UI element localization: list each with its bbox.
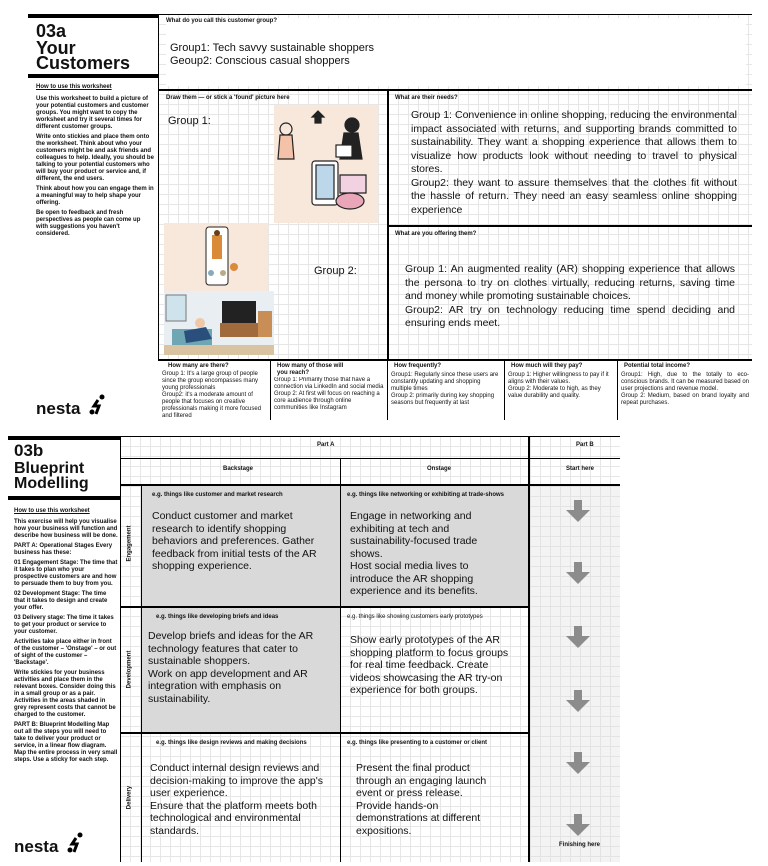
frequency-text: Group1: Regularly since these users are constantly updating and shopping multiple times Group 2: primarily during key shopping seasons but frequently at last <box>391 372 499 406</box>
sheet-03a <box>28 14 752 420</box>
dev-on-hint: e.g. things like showing customers early prototypes <box>347 614 483 620</box>
down-arrow-icon <box>566 752 590 779</box>
del-back-text: Conduct internal design reviews and decision-making to improve the app's user experience. Ensure that the platform meets both technological and environmental standards. <box>150 762 324 837</box>
sheet-b-howto-p4: 02 Development Stage: The time that it takes to design and create your offer. <box>14 591 108 611</box>
sheet-a-brand <box>36 394 108 420</box>
sheet-a-howto-p2: Write onto stickies and place them onto the worksheet. Think about who your customers might be and ask friends and colleagues to help. Ideally, you should be talking to your potential customers who will buy your product or service and, if different, the end users. <box>36 134 154 182</box>
row-delivery: Delivery <box>126 785 133 810</box>
sheet-b-left-panel <box>8 436 120 862</box>
sheet-b-code: 03b <box>14 441 44 460</box>
sheet-a-title-1: Your <box>36 38 76 58</box>
group-name-1: Group1: Tech savvy sustainable shoppers <box>170 42 375 54</box>
sheet-b-title-1: Blueprint <box>14 460 85 477</box>
finishing-here: Finishing here <box>559 842 601 848</box>
col-backstage: Backstage <box>223 466 254 472</box>
del-back-hint: e.g. things like design reviews and making decisions <box>156 740 307 746</box>
sheet-a-howto-p1: Use this worksheet to build a picture of your potential customers and customer groups. You might want to copy the worksheet and try it several times for different customer groups. <box>36 96 149 130</box>
sheet-a-howto-p3: Think about how you can engage them in a meaningful way to help shape your offering. <box>36 186 154 206</box>
group2-label: Group 2: <box>314 265 357 277</box>
sheet-a-main <box>158 14 752 420</box>
col-onstage: Onstage <box>427 466 452 472</box>
sheet-b-howto-p7: Write stickies for your business activities and place them in the relevant boxes. Consider doing this in a small group or as a pair. Activities in the areas shaded in grey represent costs that cannot be charged to the customer. <box>14 670 116 718</box>
group-name-2: Geoup2: Conscious casual shoppers <box>170 55 350 67</box>
pay-text: Group 1: Higher willingness to pay if it aligns with their values. Group 2: Moderate to high, as they value durability and quality. <box>508 372 609 399</box>
sheet-03b <box>8 436 620 862</box>
q-income: Potential total income? <box>624 363 691 369</box>
sheet-b-title-2: Modelling <box>14 475 89 492</box>
sheet-a-left-panel <box>28 14 158 420</box>
eng-on-hint: e.g. things like networking or exhibiting at trade-shows <box>347 492 505 498</box>
eng-back-text: Conduct customer and market research to identify shopping behaviors and preferences. Gather feedback from initial tests of the AR shopping experience. <box>152 510 317 572</box>
row-development: Development <box>126 650 133 689</box>
q-reach: How many of those will you reach? <box>277 363 344 376</box>
q-frequency: How frequently? <box>394 363 442 369</box>
how-many-text: Group 1: It's a large group of people since the group encompasses many young professionals Group2: it's a moderate amount of people that focuses on creative professionals making it more focused and filtered <box>162 371 262 419</box>
row-engagement: Engagement <box>126 525 133 562</box>
q-draw-them: Draw them — or stick a 'found' picture here <box>166 95 290 101</box>
sheet-b-howto-p6: Activities take place either in front of the customer – 'Onstage' – or out of sight of the customer – 'Backstage'. <box>14 639 117 666</box>
needs-text: Group 1: Convenience in online shopping, reducing the environmental impact associated with returns, and supporting brands committed to sustainability. They want a shopping experience that allows them to visualize how products look without needing to travel to physical stores. Group2: they want to assure themselves that the clothes fit without the hassle of return. They need an easy seamless online shopping experience <box>411 109 737 216</box>
sheet-b-howto-p2: PART A: Operational Stages Every business has these: <box>14 543 113 556</box>
down-arrow-icon <box>566 562 590 589</box>
sheet-a-howto-p4: Be open to feedback and fresh perspectives as people can come up with suggestions you haven't considered. <box>36 210 141 237</box>
down-arrow-icon <box>566 690 590 717</box>
del-on-text: Present the final product through an engaging launch event or press release. Provide hands-on demonstrations at different expositions. <box>356 762 487 837</box>
part-a-label: Part A <box>317 442 335 448</box>
sheet-b-howto-p8: PART B: Blueprint Modelling Map out all the steps you will need to take to deliver your product or service, in a linear flow diagram. Map the entire process in very small steps. Use a sticky for each step. <box>14 722 118 763</box>
nesta-logo-icon <box>66 832 86 858</box>
sheet-b-brand-text: nesta <box>14 837 59 856</box>
sheet-b-howto-p5: 03 Delivery stage: The time it takes to get your product or service to your customer. <box>14 615 114 635</box>
down-arrow-icon <box>566 814 590 841</box>
down-arrow-icon <box>566 626 590 653</box>
reach-text: Group 1: Primarily those that have a connection via LinkedIn and social media Group 2: At first will focus on reaching a core audience through online communities like Instagram <box>274 377 384 411</box>
dev-back-hint: e.g. things like developing briefs and ideas <box>156 614 279 620</box>
nesta-logo-icon <box>88 394 108 420</box>
sheet-b-howto-heading: How to use this worksheet <box>14 508 90 514</box>
dev-back-text: Develop briefs and ideas for the AR technology features that cater to sustainable shoppers. Work on app development and AR integration with emphasis on sustainability. <box>148 630 314 705</box>
del-on-hint: e.g. things like presenting to a customer or client <box>347 740 488 746</box>
group1-illustration <box>274 105 378 223</box>
col-start-here: Start here <box>566 466 595 472</box>
dev-on-text: Show early prototypes of the AR shopping platform to focus groups for real time feedback. Create videos showcasing the AR try-on experience for both groups. <box>350 634 509 696</box>
eng-on-text: Engage in networking and exhibiting at tech and sustainability-focused trade shows. Host social media lives to introduce the AR shopping experience and its benefits. <box>350 510 478 597</box>
q-how-many: How many are there? <box>168 363 229 369</box>
sheet-a-brand-text: nesta <box>36 399 81 418</box>
q-offer: What are you offering them? <box>395 231 477 237</box>
sheet-a-howto-heading: How to use this worksheet <box>36 84 112 90</box>
sheet-b-grid <box>120 436 620 862</box>
q-customer-group-name: What do you call this customer group? <box>166 18 278 24</box>
down-arrow-icon <box>566 500 590 527</box>
group2-room-illustration <box>164 291 274 355</box>
sheet-b-howto-p1: This exercise will help you visualise how your business will function and describe how business will be done. <box>14 519 118 539</box>
offer-text: Group 1: An augmented reality (AR) shopping experience that allows the persona to try on clothes virtually, reducing returns, saving time and money while promoting sustainable choices. Group2: AR try on technology reducing time spend deciding and ensuring ends meet. <box>405 263 735 329</box>
eng-back-hint: e.g. things like customer and market research <box>152 492 283 498</box>
q-pay: How much will they pay? <box>511 363 583 369</box>
sheet-a-title-2: Customers <box>36 53 131 73</box>
income-text: Group1: High, due to the totally to eco-conscious brands. It can be measured based on user projections and revenue model. Group 2: Medium, based on brand loyalty and repeat purchases. <box>621 372 749 406</box>
part-b-column <box>530 486 620 862</box>
sheet-b-brand <box>14 832 86 858</box>
group1-label: Group 1: <box>168 115 211 127</box>
group2-phone-illustration <box>164 223 268 291</box>
sheet-b-howto-p3: 01 Engagement Stage: The time that it takes to plan who your prospective customers are and how to persuade them to buy from you. <box>14 560 118 587</box>
q-needs: What are their needs? <box>395 95 458 101</box>
part-b-label: Part B <box>576 442 594 448</box>
sheet-a-code: 03a <box>36 21 67 41</box>
